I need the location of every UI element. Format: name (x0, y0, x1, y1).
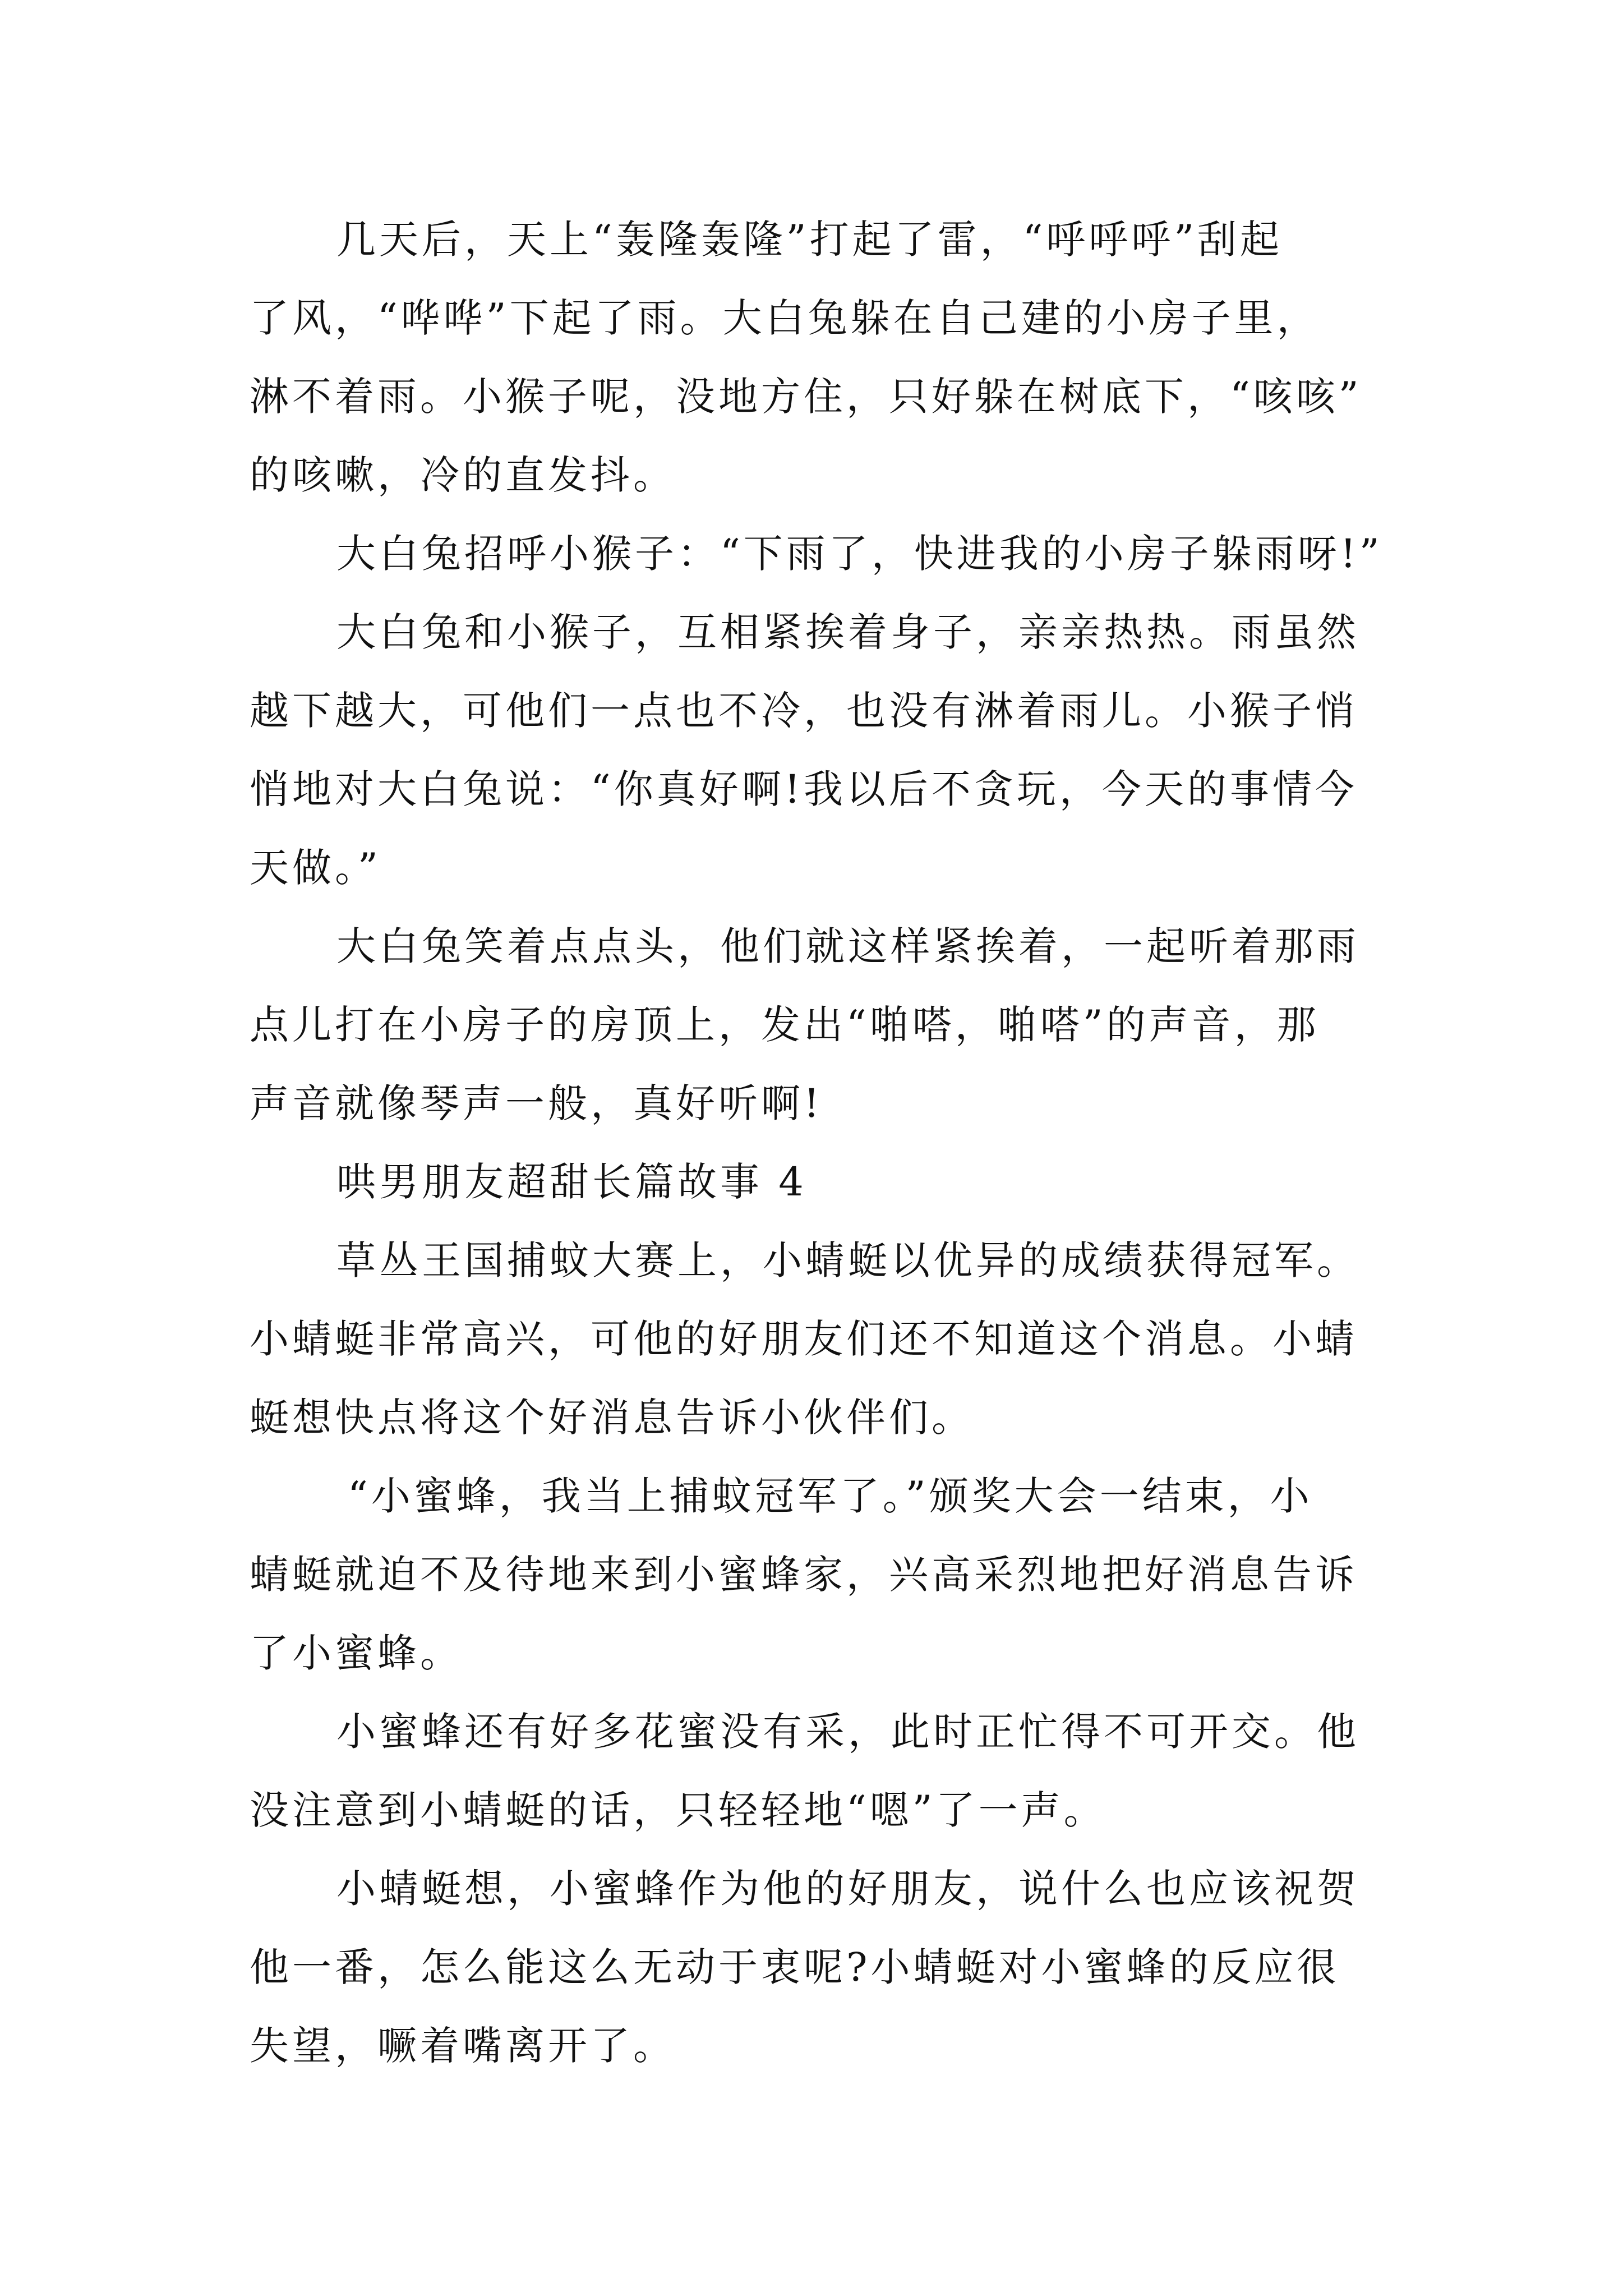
text-line: 他一番，怎么能这么无动于衷呢?小蜻蜓对小蜜蜂的反应很 (250, 1944, 1340, 1990)
text-line: 小蜜蜂还有好多花蜜没有采，此时正忙得不可开交。他 (336, 1709, 1359, 1755)
text-line: 失望，噘着嘴离开了。 (250, 2023, 676, 2069)
text-line: 悄地对大白兔说：“你真好啊!我以后不贪玩，今天的事情今 (250, 766, 1358, 812)
text-line: 小蜻蜓非常高兴，可他的好朋友们还不知道这个消息。小蜻 (250, 1316, 1358, 1362)
text-line: 声音就像琴声一般，真好听啊! (250, 1080, 823, 1126)
section-heading: 哄男朋友超甜长篇故事 4 (336, 1159, 807, 1205)
text-line: 没注意到小蜻蜓的话，只轻轻地“嗯”了一声。 (250, 1787, 1106, 1833)
text-line: 点儿打在小房子的房顶上，发出“啪嗒，啪嗒”的声音，那 (250, 1002, 1320, 1048)
text-line: 的咳嗽，冷的直发抖。 (250, 452, 676, 498)
text-line: 天做。” (250, 845, 381, 891)
text-line: 草丛王国捕蚊大赛上，小蜻蜓以优异的成绩获得冠军。 (336, 1237, 1359, 1283)
text-line: 了小蜜蜂。 (250, 1630, 463, 1676)
text-line: 几天后，天上“轰隆轰隆”打起了雷，“呼呼呼”刮起 (336, 217, 1283, 263)
text-line: 越下越大，可他们一点也不冷，也没有淋着雨儿。小猴子悄 (250, 688, 1358, 734)
text-line: “小蜜蜂，我当上捕蚊冠军了。”颁奖大会一结束，小 (348, 1473, 1313, 1519)
text-line: 蜓想快点将这个好消息告诉小伙伴们。 (250, 1395, 974, 1441)
text-line: 淋不着雨。小猴子呢，没地方住，只好躲在树底下，“咳咳” (250, 374, 1362, 420)
text-line: 了风，“哗哗”下起了雨。大白兔躲在自己建的小房子里， (250, 295, 1320, 341)
text-line: 蜻蜓就迫不及待地来到小蜜蜂家，兴高采烈地把好消息告诉 (250, 1552, 1358, 1598)
text-line: 小蜻蜓想，小蜜蜂作为他的好朋友，说什么也应该祝贺 (336, 1866, 1359, 1912)
text-line: 大白兔招呼小猴子：“下雨了，快进我的小房子躲雨呀!” (336, 531, 1383, 577)
text-line: 大白兔和小猴子，互相紧挨着身子，亲亲热热。雨虽然 (336, 609, 1359, 655)
text-line: 大白兔笑着点点头，他们就这样紧挨着，一起听着那雨 (336, 923, 1359, 969)
